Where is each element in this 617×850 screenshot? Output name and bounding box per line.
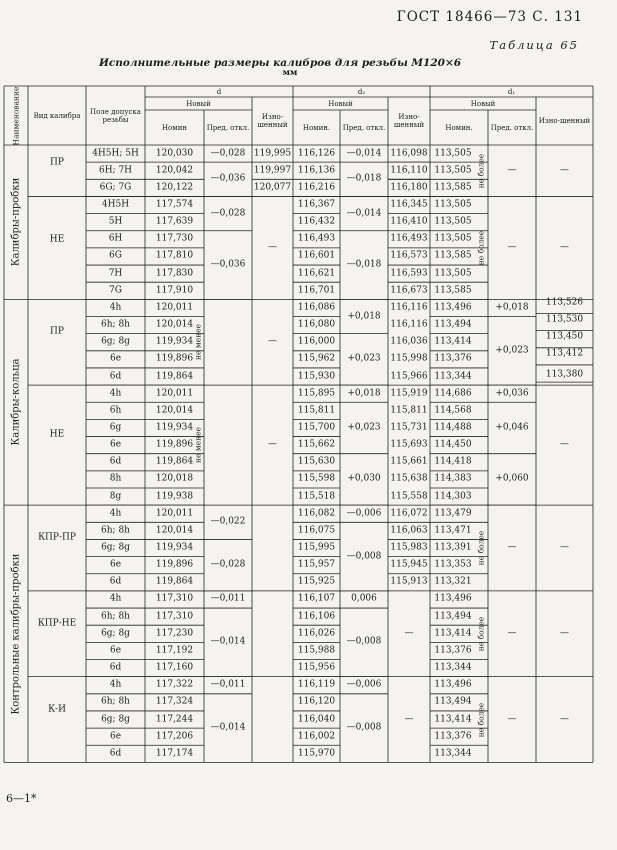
d1-worn: 113,412 — [545, 348, 584, 359]
header-d1-new: Новый — [470, 99, 496, 108]
d2-nominal: 116,002 — [297, 731, 336, 742]
dash-cell: — — [507, 628, 517, 639]
d2-worn: 116,072 — [390, 508, 428, 519]
d2-tolerance: +0,023 — [347, 353, 381, 364]
tolerance-field: 6e — [109, 645, 122, 656]
d2-worn: 116,410 — [390, 216, 428, 227]
d-nominal: 120,014 — [155, 525, 194, 536]
d1-nominal: 113,505 — [434, 148, 472, 159]
dash-cell: — — [404, 714, 414, 725]
d2-nominal: 115,630 — [297, 456, 336, 467]
d1-tolerance: +0,018 — [495, 302, 529, 313]
d1-tolerance: +0,060 — [495, 473, 529, 484]
d1-nominal: 114,686 — [434, 388, 472, 399]
d2-tolerance: —0,018 — [346, 259, 382, 270]
d2-worn: 115,913 — [390, 576, 428, 587]
tolerance-field: 4h — [109, 508, 122, 519]
d2-worn: 115,998 — [390, 353, 428, 364]
d2-tolerance: —0,006 — [346, 508, 382, 519]
d1-worn: 113,380 — [545, 369, 584, 380]
d-nominal: 120,018 — [155, 473, 194, 484]
d1-nominal: 113,376 — [434, 731, 472, 742]
d2-nominal: 115,930 — [297, 371, 336, 382]
d1-nominal: 114,383 — [434, 473, 472, 484]
d1-nominal: 113,353 — [434, 559, 472, 570]
d2-nominal: 116,106 — [297, 611, 336, 622]
d-nominal: 119,896 — [155, 353, 194, 364]
d2-nominal: 115,956 — [297, 662, 336, 673]
category-label: Контрольные калибры-пробки — [10, 553, 22, 715]
d2-tolerance: +0,018 — [347, 388, 381, 399]
d2-worn: 116,593 — [390, 268, 428, 279]
tolerance-field: 8h — [109, 473, 122, 484]
d-nominal: 119,864 — [155, 576, 194, 587]
tolerance-field: 6e — [109, 731, 122, 742]
d2-worn: 116,573 — [390, 250, 428, 261]
tolerance-field: 6d — [109, 748, 122, 759]
category-label: Калибры-пробки — [10, 177, 22, 267]
d1-nominal: 113,505 — [434, 216, 472, 227]
d1-nominal: 114,450 — [434, 439, 472, 450]
d2-tolerance: —0,014 — [346, 208, 382, 219]
tolerance-field: 6e — [109, 439, 122, 450]
d2-nominal: 115,518 — [297, 491, 336, 502]
dash-cell: — — [268, 439, 277, 450]
d2-tolerance: —0,008 — [346, 722, 382, 733]
header-kind: Вид калибра — [33, 111, 81, 120]
tolerance-field: 6G — [109, 250, 122, 261]
d2-worn: 115,983 — [390, 542, 428, 553]
d-nominal: 117,830 — [155, 268, 194, 279]
d1-worn: 113,450 — [545, 331, 584, 342]
d-worn: 120,077 — [253, 182, 292, 193]
d1-nominal: 114,568 — [434, 405, 472, 416]
kind-label: К-И — [48, 704, 66, 715]
d2-nominal: 116,120 — [297, 696, 336, 707]
d-worn: 119,995 — [253, 148, 292, 159]
header-d-new: Новый — [186, 99, 211, 108]
tolerance-field: 6h — [109, 405, 122, 416]
d-tolerance: —0,028 — [210, 148, 246, 159]
header-d: d — [216, 87, 222, 96]
tolerance-field: 4H5H; 5H — [92, 148, 139, 159]
d-nominal: 117,160 — [155, 662, 194, 673]
d2-tolerance: —0,006 — [346, 679, 382, 690]
d2-nominal: 116,701 — [297, 285, 336, 296]
tolerance-field: 6e — [109, 353, 122, 364]
d2-worn: 116,110 — [390, 165, 428, 176]
d1-nominal: 113,505 — [434, 199, 472, 210]
d1-nominal: 113,376 — [434, 645, 472, 656]
d-worn: 119,997 — [253, 165, 292, 176]
d1-nominal: 113,496 — [434, 679, 472, 690]
page-footer: 6—1* — [6, 792, 37, 805]
tolerance-field: 6d — [109, 576, 122, 587]
table-title: Исполнительные размеры калибров для резьбы М120×6 — [98, 57, 462, 69]
category-label: Калибры-кольца — [10, 358, 22, 446]
d2-nominal: 116,080 — [297, 319, 336, 330]
d2-worn: 116,673 — [390, 285, 428, 296]
d2-nominal: 116,432 — [297, 216, 336, 227]
d2-tolerance: —0,008 — [346, 636, 382, 647]
d2-nominal: 116,601 — [297, 250, 336, 261]
d2-nominal: 116,082 — [297, 508, 336, 519]
not-less-note: не менее — [193, 324, 203, 361]
dash-cell: — — [507, 714, 517, 725]
d2-tolerance: —0,014 — [346, 148, 382, 159]
d2-nominal: 115,811 — [297, 405, 336, 416]
d1-nominal: 113,414 — [434, 336, 472, 347]
d2-worn: 115,558 — [390, 491, 428, 502]
tolerance-field: 6g; 8g — [101, 628, 130, 639]
dash-cell: — — [507, 165, 517, 176]
d2-worn: 116,493 — [390, 233, 428, 244]
d1-nominal: 113,494 — [434, 611, 472, 622]
tolerance-field: 6H; 7H — [98, 165, 133, 176]
d2-worn: 115,638 — [390, 473, 428, 484]
d-tolerance: —0,028 — [210, 559, 246, 570]
d2-tolerance: +0,023 — [347, 422, 381, 433]
d1-nominal: 114,488 — [434, 422, 472, 433]
d2-nominal: 115,662 — [297, 439, 336, 450]
d1-nominal: 113,494 — [434, 319, 472, 330]
d-nominal: 117,192 — [155, 645, 194, 656]
d2-nominal: 116,086 — [297, 302, 336, 313]
kind-label: КПР-ПР — [38, 532, 76, 543]
d-nominal: 119,896 — [155, 439, 194, 450]
d-nominal: 119,934 — [155, 422, 194, 433]
dash-cell: — — [560, 242, 569, 253]
d2-nominal: 116,493 — [297, 233, 336, 244]
dash-cell: — — [560, 628, 569, 639]
header-d2: d₂ — [357, 87, 366, 96]
table-number: Таблица 65 — [489, 38, 579, 52]
d-nominal: 117,230 — [155, 628, 194, 639]
d1-nominal: 113,391 — [434, 542, 472, 553]
d-nominal: 117,910 — [155, 285, 194, 296]
dash-cell: — — [507, 542, 517, 553]
d2-nominal: 116,040 — [297, 714, 336, 725]
tolerance-field: 7G — [109, 285, 122, 296]
header-d1-nomin: Номин. — [445, 123, 473, 132]
tolerance-field: 7H — [108, 268, 123, 279]
kind-label: НЕ — [49, 234, 65, 245]
d-nominal: 117,810 — [155, 250, 194, 261]
tolerance-field: 6h; 8h — [101, 696, 130, 707]
d2-nominal: 115,962 — [297, 353, 336, 364]
d-tolerance: —0,022 — [210, 516, 246, 527]
d-nominal: 117,639 — [155, 216, 194, 227]
not-more-note: не более — [476, 530, 486, 566]
tolerance-field: 6h; 8h — [101, 611, 130, 622]
tolerance-field: 6g; 8g — [101, 714, 130, 725]
d-tolerance: —0,011 — [210, 679, 246, 690]
header-d-worn: Изно-шенный — [257, 112, 288, 129]
tolerance-field: 6d — [109, 456, 122, 467]
header-d-nomin: Номин — [161, 123, 188, 132]
header-d2-pred: Пред. откл. — [342, 123, 386, 132]
d1-worn: 113,526 — [545, 297, 584, 308]
kind-label: ПР — [50, 157, 64, 168]
dash-cell: — — [507, 242, 517, 253]
page-header: ГОСТ 18466—73 С. 131 — [396, 9, 583, 25]
d-tolerance: —0,014 — [210, 722, 246, 733]
d-nominal: 117,322 — [155, 679, 194, 690]
d1-tolerance: +0,046 — [495, 422, 529, 433]
d-nominal: 119,934 — [155, 542, 194, 553]
not-more-note: не более — [476, 153, 486, 188]
tolerance-field: 6H — [108, 233, 123, 244]
d2-nominal: 115,970 — [297, 748, 336, 759]
tolerance-field: 6d — [109, 662, 122, 673]
header-d-pred: Пред. откл. — [206, 123, 250, 132]
d2-worn: 116,063 — [390, 525, 428, 536]
d-tolerance: —0,014 — [210, 636, 246, 647]
d2-tolerance: —0,008 — [346, 551, 382, 562]
d1-nominal: 113,414 — [434, 628, 472, 639]
header-d2-new: Новый — [328, 99, 353, 108]
tolerance-field: 6e — [109, 559, 122, 570]
tolerance-field: 6g — [109, 422, 122, 433]
d2-worn: 116,098 — [390, 148, 428, 159]
d2-nominal: 115,957 — [297, 559, 336, 570]
d2-nominal: 116,026 — [297, 628, 336, 639]
kind-label: ПР — [50, 326, 64, 337]
d1-nominal: 113,585 — [434, 285, 472, 296]
d1-nominal: 113,344 — [434, 662, 472, 673]
dash-cell: — — [268, 336, 277, 347]
d-nominal: 120,042 — [155, 165, 194, 176]
d2-nominal: 115,925 — [297, 576, 336, 587]
d1-nominal: 114,418 — [434, 456, 472, 467]
d2-nominal: 115,895 — [297, 388, 336, 399]
d2-worn: 115,811 — [390, 405, 428, 416]
d1-nominal: 113,321 — [434, 576, 472, 587]
d1-nominal: 113,344 — [434, 371, 472, 382]
d1-nominal: 113,505 — [434, 165, 472, 176]
d1-nominal: 113,471 — [434, 525, 472, 536]
not-less-note: не менее — [193, 427, 203, 464]
d2-nominal: 116,136 — [297, 165, 336, 176]
tolerance-field: 8g — [109, 491, 122, 502]
d-nominal: 117,310 — [155, 593, 194, 604]
header-field: Поле допуска резьбы — [90, 107, 141, 124]
dash-cell: — — [268, 242, 277, 253]
d-tolerance: —0,011 — [210, 593, 246, 604]
d1-nominal: 113,479 — [434, 508, 472, 519]
d2-nominal: 116,107 — [297, 593, 336, 604]
d2-nominal: 116,075 — [297, 525, 336, 536]
d2-nominal: 115,700 — [297, 422, 336, 433]
d1-tolerance: +0,036 — [495, 388, 529, 399]
kind-label: НЕ — [49, 429, 65, 440]
d2-nominal: 116,000 — [297, 336, 336, 347]
d1-nominal: 113,494 — [434, 696, 472, 707]
d2-worn: 116,116 — [390, 319, 428, 330]
dash-cell: — — [560, 165, 569, 176]
d2-worn: 116,116 — [390, 302, 428, 313]
d1-nominal: 113,344 — [434, 748, 472, 759]
d1-nominal: 113,496 — [434, 302, 472, 313]
dash-cell: — — [404, 628, 414, 639]
d-nominal: 117,206 — [155, 731, 194, 742]
d-nominal: 119,934 — [155, 336, 194, 347]
d-nominal: 117,574 — [155, 199, 194, 210]
d-nominal: 120,011 — [155, 302, 194, 313]
d2-worn: 116,180 — [390, 182, 428, 193]
d2-nominal: 116,367 — [297, 199, 336, 210]
d-nominal: 120,011 — [155, 388, 194, 399]
d1-nominal: 113,496 — [434, 593, 472, 604]
not-more-note: не более — [476, 702, 486, 737]
d2-nominal: 115,598 — [297, 473, 336, 484]
kind-label: КПР-НЕ — [37, 618, 77, 629]
header-name: Наименование — [11, 86, 21, 145]
d2-tolerance: 0,006 — [351, 593, 377, 604]
tolerance-field: 6g; 8g — [101, 542, 130, 553]
d1-worn: 113,530 — [545, 314, 584, 325]
d2-worn: 116,345 — [390, 199, 428, 210]
d1-nominal: 114,303 — [434, 491, 472, 502]
dash-cell: — — [560, 439, 569, 450]
d-nominal: 120,014 — [155, 319, 194, 330]
d2-worn: 115,693 — [390, 439, 428, 450]
header-d1-pred: Пред. откл. — [490, 123, 534, 132]
d1-tolerance: +0,023 — [495, 345, 529, 356]
tolerance-field: 6G; 7G — [99, 182, 132, 193]
d-nominal: 120,122 — [155, 182, 194, 193]
d2-nominal: 116,621 — [297, 268, 336, 279]
d2-worn: 115,731 — [390, 422, 428, 433]
d-nominal: 120,014 — [155, 405, 194, 416]
header-d1-worn: Изно-шенный — [538, 116, 591, 125]
d2-nominal: 116,216 — [297, 182, 336, 193]
dash-cell: — — [560, 542, 569, 553]
d2-nominal: 116,119 — [297, 679, 336, 690]
d-nominal: 117,174 — [155, 748, 194, 759]
tolerance-field: 5H — [108, 216, 123, 227]
d-nominal: 120,030 — [155, 148, 194, 159]
d1-nominal: 113,505 — [434, 233, 472, 244]
d2-worn: 115,661 — [390, 456, 428, 467]
d-tolerance: —0,036 — [210, 259, 246, 270]
not-more-note: не более — [476, 230, 486, 266]
d2-tolerance: —0,018 — [346, 173, 382, 184]
d2-worn: 115,966 — [390, 371, 428, 382]
tolerance-field: 6d — [109, 371, 122, 382]
d2-tolerance: +0,018 — [347, 311, 381, 321]
d1-nominal: 113,376 — [434, 353, 472, 364]
d2-nominal: 115,988 — [297, 645, 336, 656]
header-d1: d₁ — [507, 87, 516, 96]
d-nominal: 117,244 — [155, 714, 194, 725]
d1-nominal: 113,585 — [434, 250, 472, 261]
unit-label: мм — [282, 68, 298, 78]
tolerance-field: 4H5H — [101, 199, 130, 210]
d2-worn: 115,945 — [390, 559, 428, 570]
tolerance-field: 6g; 8g — [101, 336, 130, 347]
tolerance-field: 4h — [109, 388, 122, 399]
d1-nominal: 113,414 — [434, 714, 472, 725]
tolerance-field: 4h — [109, 679, 122, 690]
tolerance-field: 6h; 8h — [101, 319, 130, 330]
d-nominal: 119,864 — [155, 456, 194, 467]
dash-cell: — — [560, 714, 569, 725]
d2-nominal: 115,995 — [297, 542, 336, 553]
d2-worn: 116,036 — [390, 336, 428, 347]
d2-nominal: 116,126 — [297, 148, 336, 159]
not-more-note: не более — [476, 616, 486, 652]
d-nominal: 117,310 — [155, 611, 194, 622]
tolerance-field: 4h — [109, 302, 122, 313]
d-nominal: 119,864 — [155, 371, 194, 382]
d-tolerance: —0,028 — [210, 208, 246, 219]
d2-tolerance: +0,030 — [347, 473, 381, 484]
d1-nominal: 113,505 — [434, 268, 472, 279]
d-nominal: 119,896 — [155, 559, 194, 570]
d-nominal: 117,730 — [155, 233, 194, 244]
d-tolerance: —0,036 — [210, 173, 246, 184]
header-d2-worn: Изно-шенный — [393, 112, 425, 129]
d-nominal: 119,938 — [155, 491, 194, 502]
d-nominal: 120,011 — [155, 508, 194, 519]
tolerance-field: 6h; 8h — [101, 525, 130, 536]
d1-nominal: 113,585 — [434, 182, 472, 193]
header-d2-nomin: Номин. — [302, 123, 331, 132]
d-nominal: 117,324 — [155, 696, 194, 707]
d2-worn: 115,919 — [390, 388, 428, 399]
tolerance-field: 4h — [109, 593, 122, 604]
